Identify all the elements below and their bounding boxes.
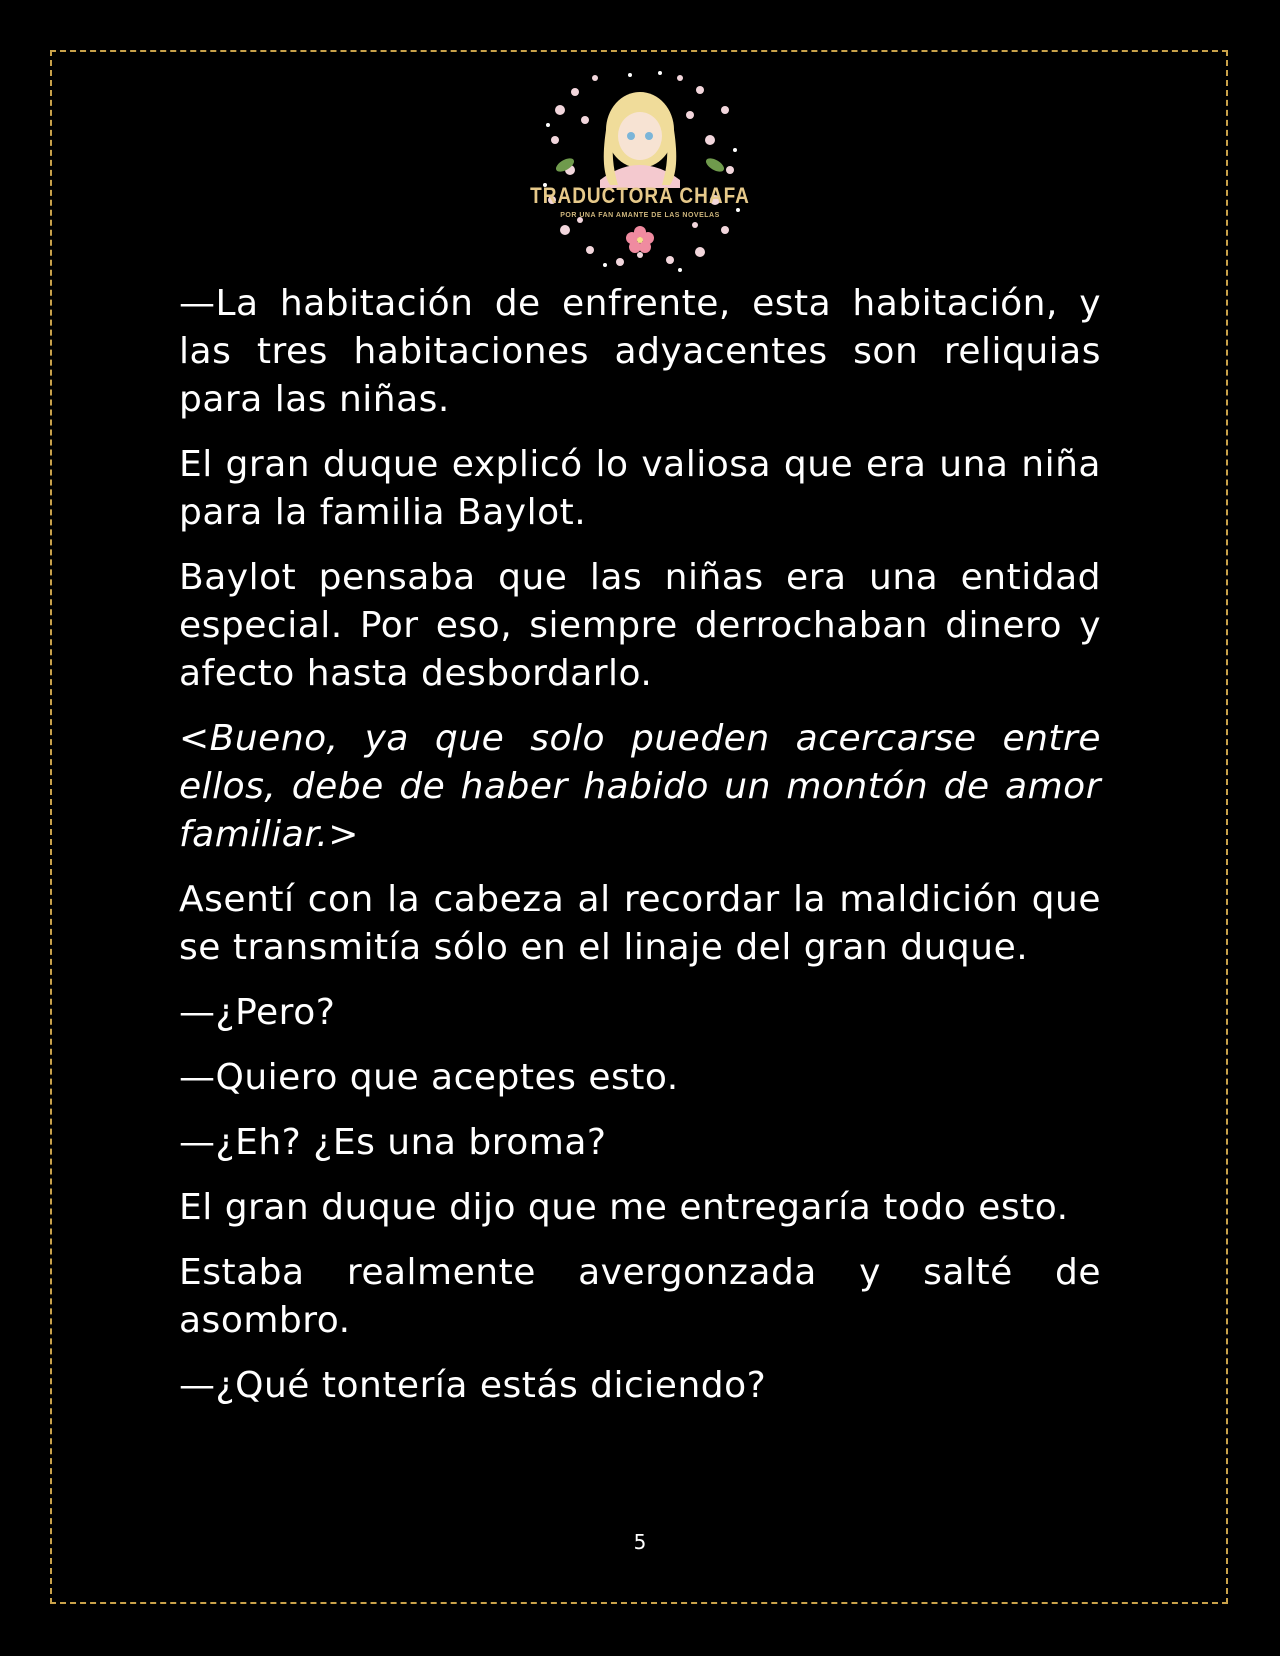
translator-logo <box>530 70 750 275</box>
logo-subtitle: POR UNA FAN AMANTE DE LAS NOVELAS <box>560 212 720 219</box>
paragraph: —La habitación de enfrente, esta habitación, y las tres habitaciones adyacentes son reliquias para las niñas. <box>179 283 1101 420</box>
paragraph: —¿Eh? ¿Es una broma? <box>179 1122 607 1163</box>
logo-illustration-icon <box>530 70 750 275</box>
page-number: 5 <box>633 1530 647 1554</box>
paragraph-thought: <Bueno, ya que solo pueden acercarse entre ellos, debe de haber habido un montón de amor familiar.> <box>179 718 1101 855</box>
paragraph: Estaba realmente avergonzada y salté de asombro. <box>179 1252 1101 1341</box>
paragraph: —¿Pero? <box>179 992 336 1033</box>
paragraph: —¿Qué tontería estás diciendo? <box>179 1365 767 1406</box>
paragraph: Asentí con la cabeza al recordar la maldición que se transmitía sólo en el linaje del gran duque. <box>179 879 1101 968</box>
page-body <box>179 280 1101 1427</box>
paragraph: El gran duque dijo que me entregaría todo esto. <box>179 1187 1069 1228</box>
paragraph: —Quiero que aceptes esto. <box>179 1057 679 1098</box>
logo-title: TRADUCTORA CHAFA <box>530 184 750 209</box>
paragraph: El gran duque explicó lo valiosa que era una niña para la familia Baylot. <box>179 444 1101 533</box>
paragraph: Baylot pensaba que las niñas era una entidad especial. Por eso, siempre derrochaban dinero y afecto hasta desbordarlo. <box>179 557 1101 694</box>
